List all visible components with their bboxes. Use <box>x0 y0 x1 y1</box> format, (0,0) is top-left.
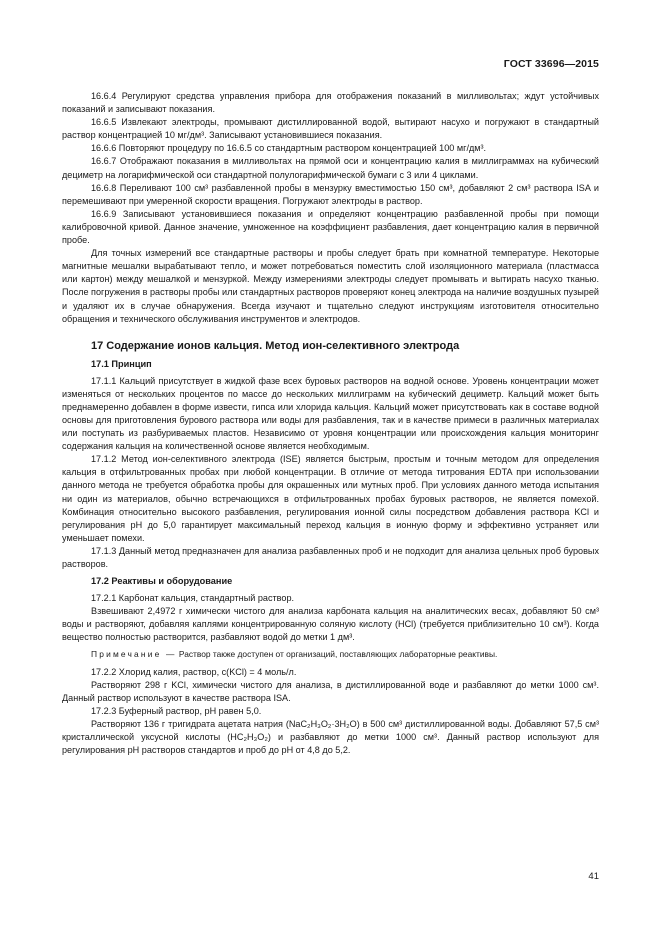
paragraph: 17.2.3 Буферный раствор, pH равен 5,0. <box>91 705 262 716</box>
document-code: ГОСТ 33696—2015 <box>503 58 599 70</box>
paragraph: Для точных измерений все стандартные растворы и пробы следует брать при комнатной температуре. Некоторые магнитные мешалки вырабатывают тепло, и может потребоваться поместить слой изоляционного материала (пластмасса или картон) между мешалкой и мензуркой. Между измерениями электроды следует промывать и вытирать насухо тканью. После погружения в растворы пробы или стандартных растворов проверяют конец электрода на наличие воздушных пузырей и удаляют их в случае обнаружения. Всегда изучают и тщательно следуют инструкциям изготовителя относительно обращения и технического обслуживания инструментов и электродов. <box>62 248 599 324</box>
page-body <box>62 90 599 757</box>
paragraph: Растворяют 136 г тригидрата ацетата натрия (NaC₂H₃O₂·3H₂O) в 500 см³ дистиллированной воды. Добавляют 57,5 см³ кристаллической уксусной кислоты (HC₂H₃O₂) и разбавляют до метки 1000 см³. Данный раствор используют для регулирования pH растворов стандартов и проб до pH от 4,8 до 5,2. <box>62 718 599 756</box>
spacer <box>62 326 599 338</box>
paragraph: 16.6.7 Отображают показания в милливольтах на прямой оси и концентрацию калия в миллиграммах на кубический дециметр на логарифмической оси стандартной полулогарифмической бумаги с 3 или 4 циклами. <box>62 156 599 180</box>
paragraph: Растворяют 298 г KCl, химически чистого для анализа, в дистиллированной воде и разбавляют до метки 1000 см³. Данный раствор используют в качестве раствора ISA. <box>62 679 599 703</box>
paragraph: 17.2.1 Карбонат кальция, стандартный раствор. <box>91 593 295 604</box>
paragraph: 17.2.2 Хлорид калия, раствор, c(KCl) = 4 моль/л. <box>91 666 297 677</box>
paragraph: 16.6.5 Извлекают электроды, промывают дистиллированной водой, вытирают насухо и погружают в стандартный раствор концентрацией 10 мг/дм³. Записывают установившиеся показания. <box>62 117 599 141</box>
subsection-heading: 17.1 Принцип <box>91 358 152 369</box>
subsection-heading: 17.2 Реактивы и оборудование <box>91 576 233 587</box>
paragraph: 17.1.2 Метод ион-селективного электрода (ISE) является быстрым, простым и точным методом для определения кальция в отфильтрованных пробах при любой концентрации. В отличие от метода титрования EDTA при использовании данного метода не требуется обработка пробы для окрашенных или мутных проб. При условиях данного метода испытания ни один из материалов, обычно встречающихся в отфильтрованных пробах буровых растворов, не является помехой. Комбинация относительно высокого разбавления, регулирования ионной силы посредством добавления раствора KCl и регулирования pH до 5,0 гарантирует максимальный переход кальция в ионную форму и эффективно устраняет или уменьшает помехи. <box>62 454 599 543</box>
paragraph: 16.6.6 Повторяют процедуру по 16.6.5 со стандартным раствором концентрацией 100 мг/дм³. <box>91 143 487 154</box>
note-label: Примечание — <box>91 649 177 660</box>
paragraph: Взвешивают 2,4972 г химически чистого для анализа карбоната кальция на аналитических весах, добавляют 50 см³ воды и растворяют, добавляя каплями концентрированную соляную кислоту (HCl) (требуется приблизительно 10 см³). Когда вещество полностью растворится, разбавляют водой до метки 1 дм³. <box>62 606 599 643</box>
paragraph: 17.1.1 Кальций присутствует в жидкой фазе всех буровых растворов на водной основе. Уровень концентрации может изменяться от нескольких процентов по массе до нескольких миллиграмм на кубический дециметр. Кальций может быть преднамеренно добавлен в форме извести, гипса или хлорида кальция. Кальций может присутствовать как в составе водной основы для приготовления бурового раствора или воды для разбавления, так и в качестве примеси в различных материалах или поступать из разбуриваемых пластов. Независимо от уровня концентрации или происхождения кальция мониторинг содержания кальция на количественной основе является необходимым. <box>62 375 599 452</box>
page-number: 41 <box>588 871 599 882</box>
note-text: Раствор также доступен от организаций, поставляющих лабораторные реактивы. <box>178 649 498 660</box>
paragraph: 16.6.4 Регулируют средства управления прибора для отображения показаний в милливольтах; ждут устойчивых показаний и записывают показания. <box>62 91 599 115</box>
paragraph: 16.6.8 Переливают 100 см³ разбавленной пробы в мензурку вместимостью 150 см³, добавляют 2 см³ раствора ISA и перемешивают при умеренной скорости вращения. Погружают электроды в раствор. <box>62 182 599 206</box>
paragraph: 17.1.3 Данный метод предназначен для анализа разбавленных проб и не подходит для анализа цельных проб буровых растворов. <box>62 545 599 569</box>
note <box>62 648 599 661</box>
section-heading: 17 Содержание ионов кальция. Метод ион-селективного электрода <box>91 339 460 352</box>
paragraph: 16.6.9 Записывают установившиеся показания и определяют концентрацию разбавленной пробы при помощи калибровочной кривой. Данное значение, умноженное на коэффициент разбавления, дает концентрацию калия в первичной пробе. <box>62 208 599 246</box>
